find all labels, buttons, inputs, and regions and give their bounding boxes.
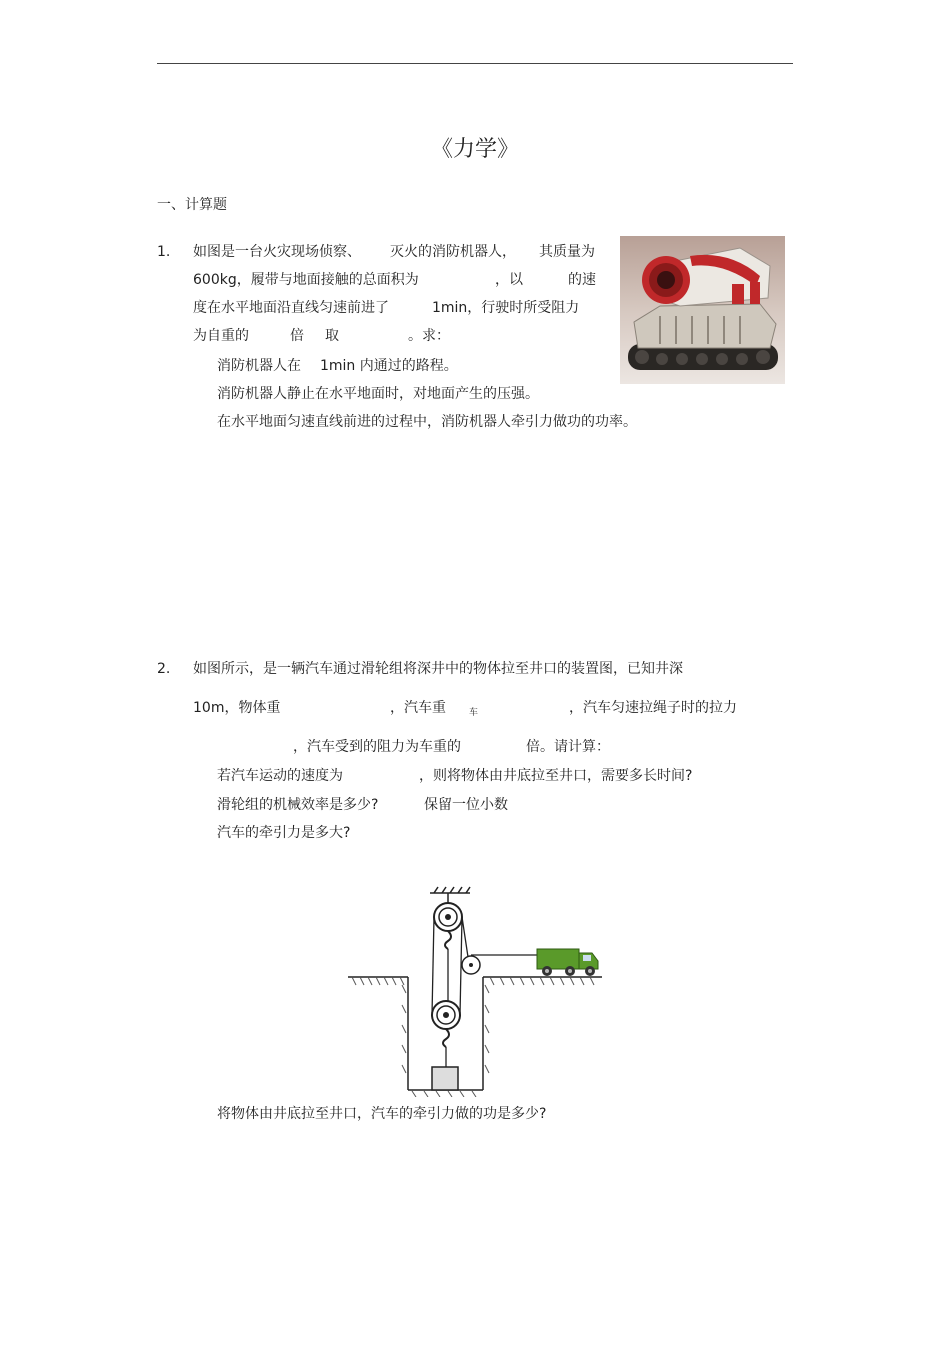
- q2-sub2a: 滑轮组的机械效率是多少?: [217, 797, 379, 813]
- q1-line1b: 灭火的消防机器人，: [390, 244, 516, 260]
- q1-line3b: 1min，行驶时所受阻力: [432, 300, 580, 316]
- page-title: 《力学》: [430, 137, 519, 162]
- pulley-well-diagram: [340, 885, 610, 1097]
- q2-line3b: 倍。请计算：: [526, 739, 610, 755]
- q1-sub2: 消防机器人静止在水平地面时，对地面产生的压强。: [217, 386, 539, 402]
- q2-line2c: 车: [469, 708, 479, 718]
- q1-sub1a: 消防机器人在: [217, 358, 301, 374]
- q1-line2c: 的速: [568, 272, 596, 288]
- q1-line4c: 取: [325, 328, 339, 344]
- q2-line3a: ，汽车受到的阻力为车重的: [293, 739, 461, 755]
- q1-line1a: 如图是一台火灾现场侦察、: [193, 244, 361, 260]
- q2-line1: 如图所示，是一辆汽车通过滑轮组将深井中的物体拉至井口的装置图，已知井深: [193, 661, 683, 677]
- q2-sub1b: ，则将物体由井底拉至井口，需要多长时间?: [419, 768, 693, 784]
- q1-line2a: 600kg，履带与地面接触的总面积为: [193, 272, 419, 288]
- q2-number: 2.: [157, 661, 171, 677]
- q1-line1c: 其质量为: [539, 244, 595, 260]
- q2-sub3: 汽车的牵引力是多大?: [217, 825, 351, 841]
- q2-sub2b: 保留一位小数: [424, 797, 508, 813]
- q2-line2b: ，汽车重: [390, 700, 446, 716]
- header-rule: [157, 63, 793, 64]
- section-heading: 一、计算题: [157, 197, 227, 213]
- q1-line4d: 。求：: [408, 328, 450, 344]
- q2-line2a: 10m，物体重: [193, 700, 281, 716]
- q1-line2b: ，以: [495, 272, 523, 288]
- q1-line4b: 倍: [290, 328, 304, 344]
- q1-sub1b: 1min 内通过的路程。: [320, 358, 458, 374]
- fire-robot-image: [620, 236, 785, 384]
- q2-sub4: 将物体由井底拉至井口，汽车的牵引力做的功是多少?: [217, 1106, 547, 1122]
- q1-number: 1.: [157, 244, 171, 260]
- q2-line2d: ，汽车匀速拉绳子时的拉力: [569, 700, 737, 716]
- q1-line4a: 为自重的: [193, 328, 249, 344]
- q1-sub3: 在水平地面匀速直线前进的过程中，消防机器人牵引力做功的功率。: [217, 414, 637, 430]
- q2-sub1a: 若汽车运动的速度为: [217, 768, 343, 784]
- q1-line3a: 度在水平地面沿直线匀速前进了: [193, 300, 389, 316]
